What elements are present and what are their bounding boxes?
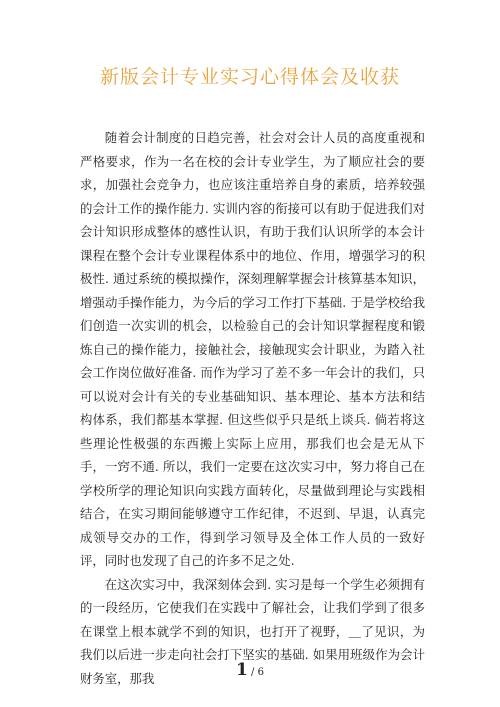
page-number-current: 1 — [236, 660, 248, 680]
page-number — [0, 660, 500, 680]
document-body — [80, 126, 425, 690]
page-number-total: / 6 — [247, 667, 264, 678]
paragraph-2: 在这次实习中，我深刻体会到. 实习是每一个学生必须拥有的一段经历，它使我们在实践中了解社会，让我们学到了很多在课堂上根本就学不到的知识，也打开了视野，＿了见识，为我们以后进一步走向社会打下坚实的基础. 如果用班级作为会计财务室，那我 — [80, 576, 425, 686]
document-title: 新版会计专业实习心得体会及收获 — [99, 66, 400, 88]
paragraph-1: 随着会计制度的日趋完善，社会对会计人员的高度重视和严格要求，作为一名在校的会计专业学生，为了顺应社会的要求，加强社会竞争力，也应该注重培养自身的素质，培养较强的会计工作的操作能力. 实训内容的衔接可以有助于促进我们对会计知识形成整体的感性认识，有助于我们认识所学的本会计课程在整个会计专业课程体系中的地位、作用，增强学习的积极性. 通过系统的模拟操作，深刻理解掌握会计核算基本知识，增强动手操作能力，为今后的学习工作打下基础. 于是学校给我们创造一次实训的机会，以检验自己的会计知识掌握程度和锻炼自己的操作能力，接触社会，接触现实会计职业，为踏入社会工作岗位做好准备. 而作为学习了差不多一年会计的我们，只可以说对会计有关的专业基础知识、基本理论、基本方法和结构体系，我们都基本掌握. 但这些似乎只是纸上谈兵. 倘若将这些理论性极强的东西搬上实际上应用，那我们也会是无从下手，一窍不通. 所以，我们一定要在这次实习中，努力将自己在学校所学的理论知识向实践方面转化，尽量做到理论与实践相结合，在实习期间能够遵守工作纪律，不迟到、早退，认真完成领导交办的工作，得到学习领导及全体工作人员的一致好评，同时也发现了自己的许多不足之处. — [80, 130, 425, 568]
